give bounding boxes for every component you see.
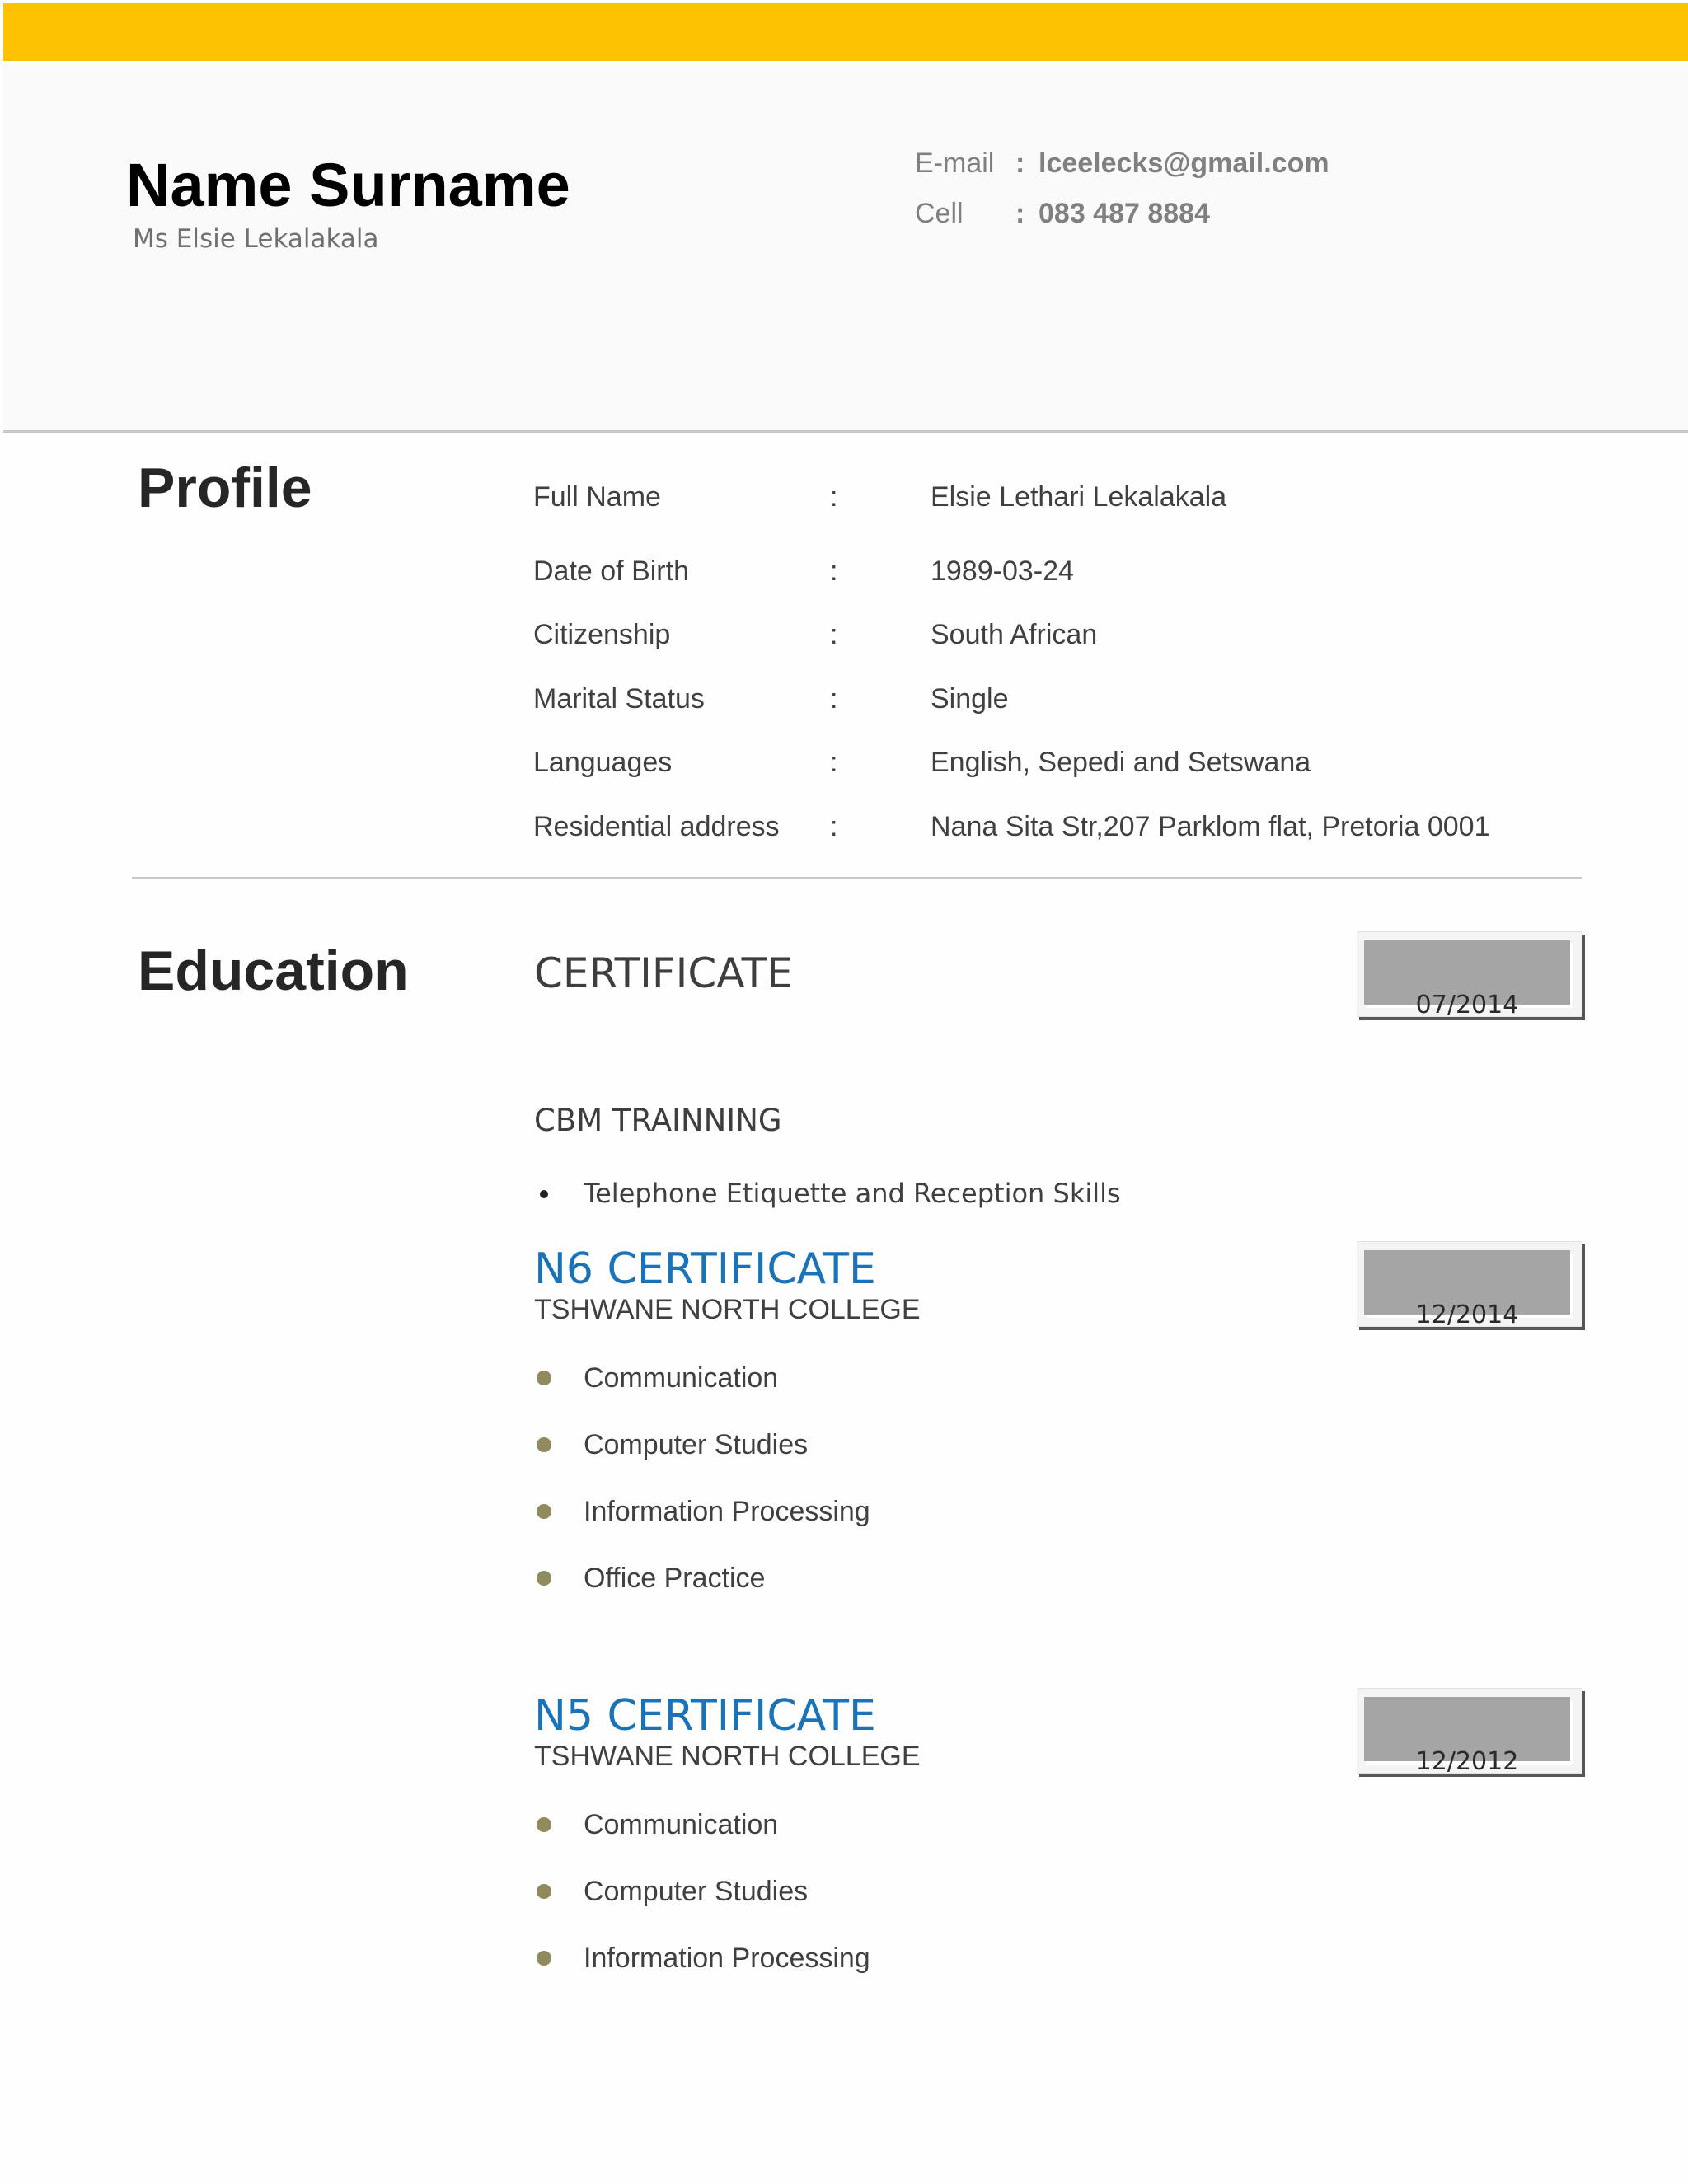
list-item-text: Communication	[584, 1809, 779, 1840]
education-entry-subheading: CBM TRAINNING	[534, 1103, 782, 1138]
bullet-icon	[537, 1371, 551, 1385]
list-item-text: Computer Studies	[584, 1876, 809, 1907]
profile-value: South African	[931, 619, 1098, 650]
profile-colon: :	[830, 747, 838, 778]
name-subtitle: Ms Elsie Lekalakala	[133, 224, 379, 254]
education-entry-college: TSHWANE NORTH COLLEGE	[534, 1741, 921, 1772]
contact-cell-label: Cell	[915, 198, 964, 229]
date-badge-text: 07/2014	[1415, 991, 1519, 1019]
education-entry-heading: N5 CERTIFICATE	[534, 1691, 876, 1741]
bullet-icon	[540, 1190, 548, 1198]
profile-label: Full Name	[533, 481, 661, 513]
list-item-text: Telephone Etiquette and Reception Skills	[584, 1178, 1121, 1209]
profile-colon: :	[830, 811, 838, 842]
list-item-text: Communication	[584, 1362, 779, 1394]
education-entry-college: TSHWANE NORTH COLLEGE	[534, 1294, 921, 1325]
name-title: Name Surname	[126, 151, 570, 219]
profile-value: Elsie Lethari Lekalakala	[931, 481, 1227, 513]
date-badge-text: 12/2012	[1415, 1747, 1519, 1776]
bullet-icon	[537, 1884, 551, 1899]
contact-cell-value: 083 487 8884	[1039, 198, 1210, 229]
contact-email-colon: :	[1015, 148, 1025, 179]
list-item-text: Office Practice	[584, 1563, 766, 1594]
education-section-title: Education	[138, 940, 409, 1002]
profile-colon: :	[830, 683, 838, 715]
profile-label: Date of Birth	[533, 555, 689, 587]
contact-email-value[interactable]: lceelecks@gmail.com	[1039, 148, 1329, 179]
profile-colon: :	[830, 555, 838, 587]
profile-label: Languages	[533, 747, 673, 778]
date-badge	[1357, 931, 1582, 1017]
profile-label: Residential address	[533, 811, 780, 842]
list-item-text: Computer Studies	[584, 1429, 809, 1460]
list-item-text: Information Processing	[584, 1496, 870, 1527]
bullet-icon	[537, 1504, 551, 1519]
education-entry-heading: N6 CERTIFICATE	[534, 1244, 876, 1294]
profile-section-title: Profile	[138, 457, 312, 519]
section-divider	[132, 877, 1582, 879]
profile-label: Citizenship	[533, 619, 671, 650]
profile-value: English, Sepedi and Setswana	[931, 747, 1311, 778]
date-badge	[1357, 1241, 1582, 1327]
bullet-icon	[537, 1817, 551, 1832]
profile-value: 1989-03-24	[931, 555, 1074, 587]
education-entry-heading: CERTIFICATE	[534, 949, 793, 997]
bullet-icon	[537, 1437, 551, 1452]
top-accent-bar	[3, 3, 1688, 61]
profile-label: Marital Status	[533, 683, 705, 715]
profile-colon: :	[830, 619, 838, 650]
date-badge	[1357, 1688, 1582, 1774]
profile-value: Nana Sita Str,207 Parklom flat, Pretoria 0001	[931, 811, 1490, 842]
profile-colon: :	[830, 481, 838, 513]
contact-cell-colon: :	[1015, 198, 1025, 229]
date-badge-text: 12/2014	[1415, 1301, 1519, 1329]
profile-value: Single	[931, 683, 1009, 715]
bullet-icon	[537, 1951, 551, 1966]
contact-email-label: E-mail	[915, 148, 995, 179]
list-item-text: Information Processing	[584, 1943, 870, 1974]
bullet-icon	[537, 1571, 551, 1586]
